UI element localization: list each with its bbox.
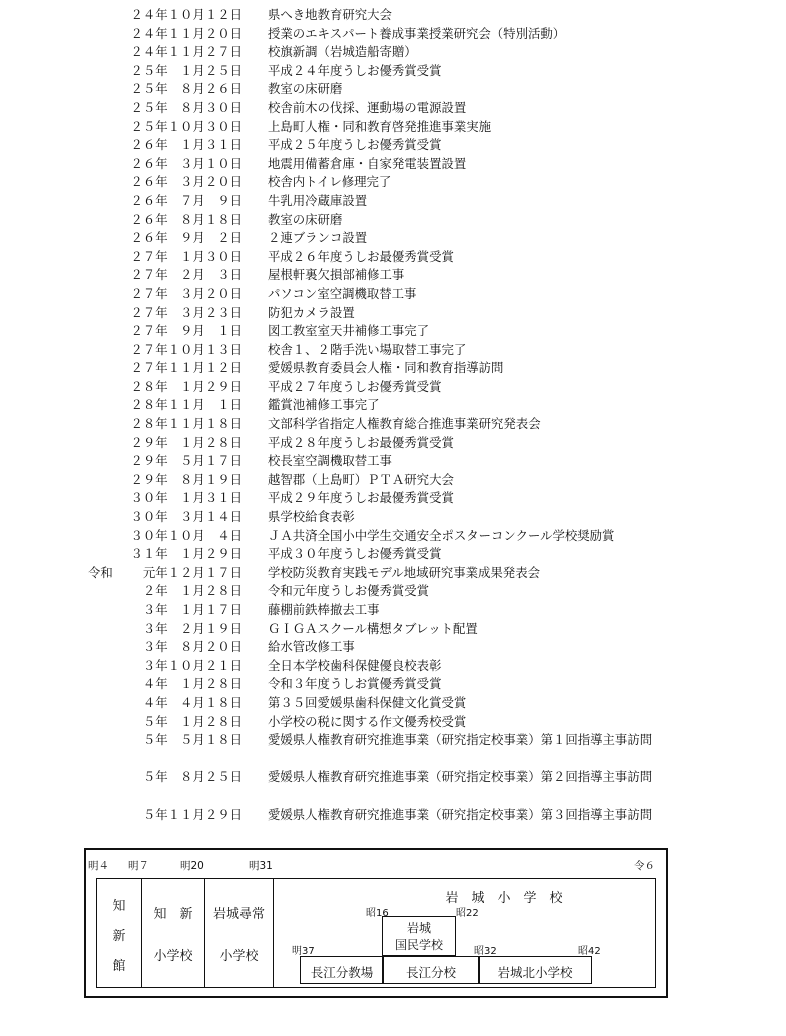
history-date: ２５年 ８月３０日 xyxy=(130,99,242,115)
history-row xyxy=(0,229,786,248)
history-event: 令和３年度うしお賞優秀賞受賞 xyxy=(268,676,442,692)
history-row xyxy=(0,173,786,192)
history-event: 平成２７年度うしお優秀賞受賞 xyxy=(268,378,442,394)
history-date: ２６年 ３月２０日 xyxy=(130,174,242,190)
iwagi-kita-label: 岩城北小学校 xyxy=(497,965,573,980)
history-row xyxy=(0,527,786,546)
iwagi-jinjo-name: 岩城尋常 xyxy=(212,907,265,922)
history-event: 平成２５年度うしお優秀賞受賞 xyxy=(268,137,442,153)
history-row xyxy=(0,266,786,285)
history-event: 文部科学省指定人権教育総合推進事業研究発表会 xyxy=(268,416,541,432)
history-event: 屋根軒裏欠損部補修工事 xyxy=(268,267,405,283)
history-row xyxy=(0,620,786,639)
chishinkan-box xyxy=(96,878,142,988)
history-event: 校舎１、２階手洗い場取替工事完了 xyxy=(268,341,467,357)
history-event: 防犯カメラ設置 xyxy=(268,304,355,320)
history-date: ２６年 １月３１日 xyxy=(130,137,242,153)
iwagi-jinjo-box xyxy=(204,878,274,988)
label-sho42: 昭42 xyxy=(578,946,601,957)
history-row xyxy=(0,731,786,768)
nagae-bunko-label: 長江分校 xyxy=(405,965,456,980)
history-event: 図工教室室天井補修工事完了 xyxy=(268,323,430,339)
history-event: 愛媛県人権教育研究推進事業（研究指定校事業）第３回指導主事訪問 xyxy=(268,806,653,822)
history-row xyxy=(0,192,786,211)
history-event: 平成２９年度うしお最優秀賞受賞 xyxy=(268,490,454,506)
tick-mei7: 明７ xyxy=(128,860,149,872)
history-date: ３０年 ３月１４日 xyxy=(130,509,242,525)
school-lineage-chart xyxy=(84,848,668,998)
history-row xyxy=(0,806,786,843)
iwagi-kokumin-line1: 岩城 xyxy=(406,921,431,935)
history-date: ３１年 １月２９日 xyxy=(130,546,242,562)
history-date: ５年 ５月１８日 xyxy=(142,732,242,748)
history-row xyxy=(0,25,786,44)
history-date: ２６年 ７月 ９日 xyxy=(130,192,242,208)
label-mei37: 明37 xyxy=(292,946,315,957)
history-row xyxy=(0,62,786,81)
history-event: 藤棚前鉄棒撤去工事 xyxy=(268,602,380,617)
history-row xyxy=(0,80,786,99)
tick-mei4: 明４ xyxy=(88,860,109,872)
history-event: 教室の床研磨 xyxy=(268,81,343,97)
history-date: ３年 １月１７日 xyxy=(142,602,242,617)
history-event: 校旗新調（岩城造船寄贈） xyxy=(268,44,417,60)
history-event: 愛媛県教育委員会人権・同和教育指導訪問 xyxy=(268,360,504,376)
history-row xyxy=(0,694,786,713)
chishin-school-box xyxy=(141,878,205,988)
history-event: 授業のエキスパート養成事業授業研究会（特別活動） xyxy=(268,25,566,41)
history-event: 給水管改修工事 xyxy=(268,639,355,655)
history-event: 越智郡（上島町）ＰＴＡ研究大会 xyxy=(268,471,454,487)
history-row xyxy=(0,638,786,657)
history-row xyxy=(0,675,786,694)
history-row xyxy=(0,43,786,62)
history-event: 学校防災教育実践モデル地域研究事業成果発表会 xyxy=(268,564,540,580)
history-event: 愛媛県人権教育研究推進事業（研究指定校事業）第２回指導主事訪問 xyxy=(268,769,653,785)
history-row xyxy=(0,489,786,508)
history-date: ２８年 １月２９日 xyxy=(130,378,242,394)
iwagi-jinjo-suffix: 小学校 xyxy=(219,949,259,964)
history-event: 地震用備蓄倉庫・自家発電装置設置 xyxy=(268,155,467,171)
history-event: ＪＡ共済全国小中学生交通安全ポスターコンクール学校奨励賞 xyxy=(268,527,615,543)
history-row xyxy=(0,285,786,304)
history-row xyxy=(0,155,786,174)
history-date: ３年 ２月１９日 xyxy=(142,620,242,636)
history-event: 県学校給食表彰 xyxy=(268,509,355,525)
history-row xyxy=(0,99,786,118)
history-event: 全日本学校歯科保健優良校表彰 xyxy=(268,657,442,673)
history-event: 平成３０年度うしお優秀賞受賞 xyxy=(268,546,442,562)
history-date: ２７年 ３月２３日 xyxy=(130,304,242,320)
history-date: ２４年１１月２０日 xyxy=(130,25,242,41)
history-row xyxy=(0,136,786,155)
history-date: ３年 ８月２０日 xyxy=(142,639,242,655)
history-row xyxy=(0,415,786,434)
history-row xyxy=(0,359,786,378)
history-row xyxy=(0,452,786,471)
history-date: ４年 ４月１８日 xyxy=(142,694,242,710)
history-row xyxy=(0,564,786,583)
history-row xyxy=(0,248,786,267)
history-date: 元年１２月１７日 xyxy=(142,564,242,580)
history-row xyxy=(0,6,786,25)
history-date: ３年１０月２１日 xyxy=(142,657,242,673)
history-date: ２７年１０月１３日 xyxy=(130,341,242,357)
history-event: パソコン室空調機取替工事 xyxy=(268,285,417,301)
label-sho16: 昭16 xyxy=(366,908,389,919)
chishin-school-name: 知 新 xyxy=(153,907,193,922)
history-date: ２５年 ８月２６日 xyxy=(130,81,242,97)
chishin-school-suffix: 小学校 xyxy=(153,949,193,964)
history-date: ２６年 ３月１０日 xyxy=(130,155,242,171)
nagae-kyojo-box xyxy=(300,956,384,984)
history-date: ２５年 １月２５日 xyxy=(130,62,242,78)
iwagi-kokumin-line2: 国民学校 xyxy=(394,938,443,952)
history-date: ３０年１０月 ４日 xyxy=(130,527,242,543)
history-date: ３０年 １月３１日 xyxy=(130,490,242,506)
history-event: 校長室空調機取替工事 xyxy=(268,453,392,469)
history-row xyxy=(0,508,786,527)
history-row xyxy=(0,768,786,805)
history-event: 校舎内トイレ修理完了 xyxy=(268,174,392,190)
history-row xyxy=(0,601,786,620)
history-date: ２９年 ５月１７日 xyxy=(130,453,242,469)
tick-rei6: 令６ xyxy=(634,860,655,872)
history-row xyxy=(0,378,786,397)
history-event: 平成２６年度うしお最優秀賞受賞 xyxy=(268,248,454,264)
history-event: 愛媛県人権教育研究推進事業（研究指定校事業）第１回指導主事訪問 xyxy=(268,732,653,748)
history-date: ５年 １月２８日 xyxy=(142,713,242,729)
history-date: ５年 ８月２５日 xyxy=(142,769,242,785)
chishinkan-char-3: 館 xyxy=(112,959,126,974)
history-event: 第３５回愛媛県歯科保健文化賞受賞 xyxy=(268,694,467,710)
history-row xyxy=(0,396,786,415)
history-date: ２年 １月２８日 xyxy=(142,583,242,599)
chishinkan-char-1: 知 xyxy=(112,899,126,914)
history-date: ２７年 ２月 ３日 xyxy=(130,267,242,283)
iwagi-kita-box xyxy=(478,956,592,984)
history-date: ２８年１１月１８日 xyxy=(130,416,242,432)
history-date: ２７年 １月３０日 xyxy=(130,248,242,264)
history-row xyxy=(0,211,786,230)
history-event: 令和元年度うしお優秀賞受賞 xyxy=(268,583,430,599)
iwagi-elementary-label: 岩 城 小 学 校 xyxy=(445,891,563,906)
history-date: ２７年 ３月２０日 xyxy=(130,285,242,301)
tick-mei20: 明20 xyxy=(180,860,204,872)
history-row xyxy=(0,545,786,564)
history-event: 牛乳用冷蔵庫設置 xyxy=(268,192,368,208)
history-row xyxy=(0,657,786,676)
history-date: ２４年１１月２７日 xyxy=(130,44,242,60)
history-event: 校舎前木の伐採、運動場の電源設置 xyxy=(268,99,467,115)
history-date: ２５年１０月３０日 xyxy=(130,118,242,134)
history-date: ２９年 ８月１９日 xyxy=(130,471,242,487)
history-row xyxy=(0,304,786,323)
history-event: 上島町人権・同和教育啓発推進事業実施 xyxy=(268,118,492,134)
label-sho22: 昭22 xyxy=(456,908,479,919)
chishinkan-char-2: 新 xyxy=(112,929,126,944)
history-event: 鑑賞池補修工事完了 xyxy=(268,397,380,413)
nagae-bunko-box xyxy=(382,956,480,984)
history-event: 平成２８年度うしお最優秀賞受賞 xyxy=(268,434,454,450)
history-date: ２８年１１月 １日 xyxy=(130,397,242,413)
history-row xyxy=(0,713,786,732)
history-row xyxy=(0,582,786,601)
history-row xyxy=(0,322,786,341)
history-event: 平成２４年度うしお優秀賞受賞 xyxy=(268,62,442,78)
history-event: 小学校の税に関する作文優秀校受賞 xyxy=(268,713,467,729)
label-sho32: 昭32 xyxy=(474,946,497,957)
tick-mei31: 明31 xyxy=(249,860,273,872)
iwagi-kokumin-box xyxy=(382,916,456,956)
history-date: ４年 １月２８日 xyxy=(142,676,242,692)
history-event: 教室の床研磨 xyxy=(268,211,343,227)
history-date: ５年１１月２９日 xyxy=(142,806,242,822)
history-row xyxy=(0,434,786,453)
history-date: ２９年 １月２８日 xyxy=(130,434,242,450)
history-row xyxy=(0,118,786,137)
history-event: 県へき地教育研究大会 xyxy=(268,7,392,22)
history-event: ＧＩＧＡスクール構想タブレット配置 xyxy=(268,620,478,636)
history-row xyxy=(0,471,786,490)
history-row xyxy=(0,341,786,360)
history-timeline xyxy=(0,6,786,843)
history-date: ２６年 ９月 ２日 xyxy=(130,230,242,246)
history-date: ２４年１０月１２日 xyxy=(130,7,242,22)
history-event: ２連ブランコ設置 xyxy=(268,230,368,246)
history-era: 令和 xyxy=(88,564,113,580)
history-date: ２７年１１月１２日 xyxy=(130,360,242,376)
history-date: ２７年 ９月 １日 xyxy=(130,323,242,339)
history-date: ２６年 ８月１８日 xyxy=(130,211,242,227)
nagae-kyojo-label: 長江分教場 xyxy=(310,965,374,980)
